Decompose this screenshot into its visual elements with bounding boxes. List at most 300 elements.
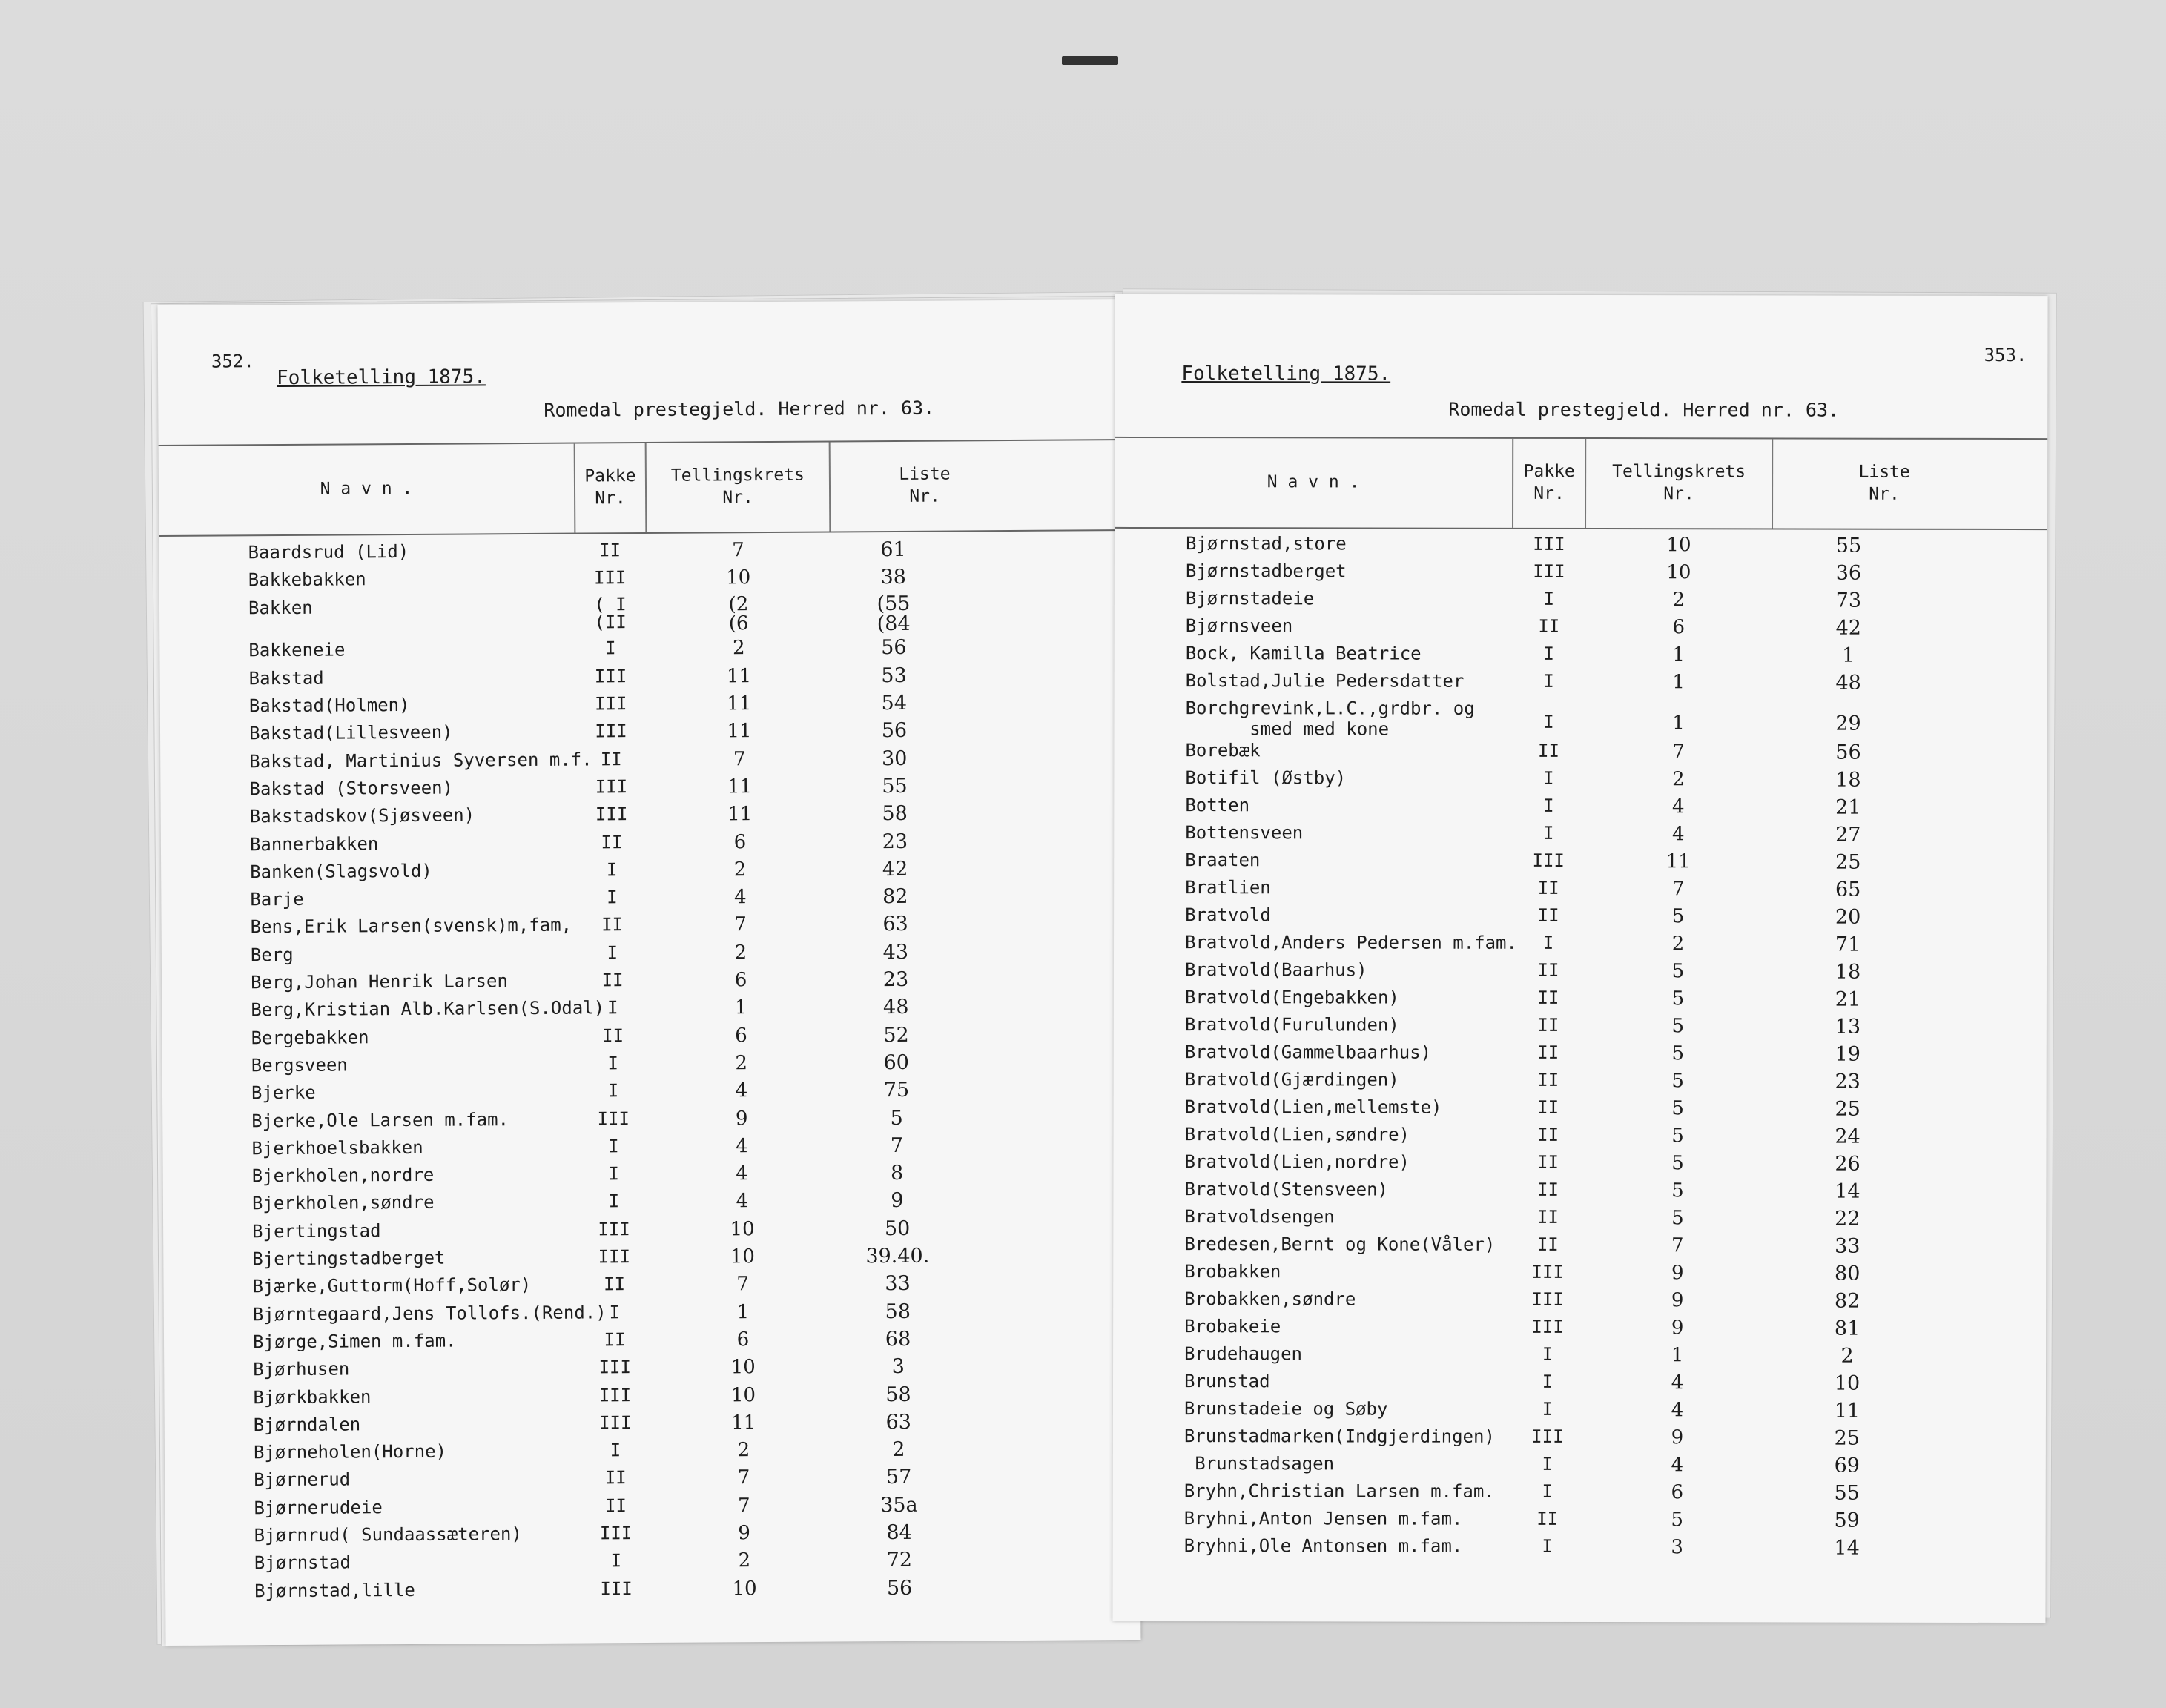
row-tellingskrets: 4: [736, 1190, 749, 1213]
row-liste: 84: [886, 1520, 912, 1545]
row-tellingskrets: 6: [735, 1024, 747, 1047]
row-liste: 33: [885, 1272, 911, 1296]
row-tellingskrets: 10: [730, 1245, 755, 1268]
row-liste: 58: [882, 802, 908, 826]
row-liste: 80: [1835, 1262, 1860, 1286]
row-pakke: I: [606, 859, 618, 881]
row-liste: 50: [884, 1217, 911, 1240]
table-row: [1113, 1480, 2046, 1509]
row-liste: 18: [1835, 768, 1861, 792]
row-liste: 63: [882, 913, 908, 936]
row-liste: 20: [1835, 905, 1861, 930]
row-navn: Bergsveen: [251, 1054, 348, 1076]
row-tellingskrets: 7: [733, 747, 746, 770]
row-tellingskrets: 4: [736, 1135, 748, 1158]
row-pakke: II: [1538, 615, 1560, 637]
row-pakke: II: [1537, 1125, 1559, 1146]
row-tellingskrets: 11: [1665, 850, 1691, 873]
row-liste: 63: [885, 1410, 911, 1434]
row-pakke: I: [608, 1191, 620, 1212]
row-tellingskrets: 7: [732, 539, 744, 562]
row-pakke: I: [610, 1550, 622, 1572]
row-navn: Bjørkbakken: [253, 1386, 372, 1408]
row-navn: Bakken: [248, 597, 313, 618]
row-liste: 65: [1835, 878, 1861, 902]
row-liste: 30: [881, 747, 908, 770]
row-pakke: II: [1538, 741, 1559, 762]
row-tellingskrets: 7: [1672, 741, 1685, 764]
row-tellingskrets: 3: [1671, 1536, 1683, 1559]
row-tellingskrets: 5: [1671, 905, 1685, 928]
header-tellingskrets: Tellingskrets Nr.: [670, 465, 805, 508]
table-row: [1114, 822, 2047, 851]
row-pakke: I: [1543, 670, 1554, 692]
header-liste: Liste Nr.: [899, 464, 951, 506]
row-navn: Baardsrud (Lid): [248, 540, 409, 563]
table-row: [1114, 877, 2047, 906]
table-row: [1113, 1535, 2046, 1564]
right-page: [1112, 294, 2047, 1623]
row-tellingskrets: 2: [732, 637, 745, 660]
row-liste: 56: [1835, 741, 1861, 765]
row-tellingskrets: 7: [736, 1273, 749, 1296]
row-liste: 56: [881, 636, 907, 660]
row-navn: Bjærke,Guttorm(Hoff,Solør): [252, 1274, 532, 1297]
row-tellingskrets: 10: [1666, 561, 1691, 584]
row-liste: 39.40.: [865, 1244, 930, 1268]
row-pakke: III: [1533, 560, 1565, 582]
row-pakke: I: [607, 1080, 619, 1102]
row-liste: 19: [1835, 1042, 1860, 1067]
row-navn: Bratlien: [1185, 877, 1271, 898]
row-navn: Bratvold(Engebakken): [1184, 987, 1399, 1008]
row-pakke: I: [608, 1136, 619, 1157]
row-navn: Berg: [250, 944, 294, 965]
row-navn: Borebæk: [1185, 740, 1261, 761]
row-tellingskrets: 4: [736, 1162, 749, 1185]
table-row: [1113, 1234, 2046, 1262]
page-number: 353.: [1984, 344, 2027, 366]
row-tellingskrets: 9: [1671, 1426, 1684, 1449]
row-navn: Bredesen,Bernt og Kone(Våler): [1184, 1234, 1496, 1256]
table-row: [1113, 1508, 2046, 1537]
row-liste: 56: [881, 719, 908, 743]
row-navn: Bjørnrud( Sundaassæteren): [254, 1523, 522, 1546]
row-pakke: III: [1531, 1289, 1564, 1311]
table-row: [1115, 698, 2047, 742]
row-tellingskrets: 4: [734, 886, 747, 909]
row-pakke: I: [1542, 1481, 1553, 1503]
row-pakke: III: [598, 1384, 632, 1406]
row-navn: Bock, Kamilla Beatrice: [1185, 643, 1422, 664]
row-pakke: I: [1542, 1399, 1553, 1420]
row-tellingskrets: 5: [1671, 960, 1685, 983]
row-pakke: III: [593, 567, 627, 589]
row-tellingskrets: 11: [731, 1411, 756, 1434]
row-liste: 25: [1834, 1426, 1860, 1451]
row-pakke: III: [598, 1246, 631, 1268]
row-navn: Bjørnerudeie: [254, 1496, 383, 1518]
row-pakke: II: [604, 1329, 626, 1351]
row-navn: Bryhni,Ole Antonsen m.fam.: [1183, 1535, 1463, 1558]
row-navn: Bratvoldsengen: [1184, 1206, 1335, 1228]
row-navn: Bratvold,Anders Pedersen m.fam.: [1185, 932, 1517, 954]
row-pakke: II: [1537, 1097, 1559, 1119]
row-tellingskrets: 7: [1671, 878, 1685, 901]
row-pakke: II: [1536, 1179, 1559, 1201]
row-pakke: I: [1542, 1344, 1553, 1366]
row-pakke: III: [1531, 1262, 1564, 1283]
row-pakke: I: [1543, 768, 1554, 790]
row-navn: Bakkebakken: [248, 569, 366, 591]
row-liste: 25: [1835, 850, 1861, 875]
table-row: [1113, 1316, 2046, 1345]
row-tellingskrets: 1: [1672, 643, 1685, 666]
row-liste: 43: [882, 940, 909, 964]
row-tellingskrets: 5: [1671, 1097, 1684, 1120]
row-navn: Bjørnerud: [254, 1469, 351, 1491]
row-navn: Berg,Johan Henrik Larsen: [250, 970, 508, 993]
table-row: [1113, 1343, 2046, 1372]
row-pakke: III: [1531, 1317, 1564, 1338]
row-navn: Bjørneholen(Horne): [253, 1440, 447, 1463]
row-tellingskrets: 4: [1671, 1399, 1684, 1422]
row-navn: Banken(Slagsvold): [250, 860, 432, 883]
header-tellingskrets: Tellingskrets Nr.: [1612, 462, 1746, 504]
row-navn: Bakstad (Storsveen): [249, 777, 454, 800]
row-liste: 13: [1835, 1015, 1861, 1039]
row-navn: Bjerkholen,nordre: [251, 1164, 435, 1187]
row-tellingskrets: 5: [1671, 1015, 1685, 1038]
row-liste: 55: [1835, 534, 1862, 557]
page-subtitle: Romedal prestegjeld. Herred nr. 63.: [544, 397, 935, 421]
row-liste: (55 (84: [876, 592, 911, 635]
row-navn: Bjerkhoelsbakken: [251, 1136, 423, 1159]
header-liste: Liste Nr.: [1858, 462, 1910, 504]
row-pakke: II: [1537, 1152, 1559, 1174]
table-row: [1113, 1261, 2046, 1290]
row-navn: Bakstadskov(Sjøsveen): [249, 804, 475, 827]
row-pakke: III: [595, 804, 628, 825]
row-pakke: I: [1543, 823, 1554, 844]
table-row: [1114, 740, 2047, 769]
row-liste: 23: [882, 830, 908, 853]
row-pakke: I: [607, 941, 618, 964]
row-liste: 53: [881, 663, 907, 687]
row-tellingskrets: 6: [733, 830, 747, 853]
row-navn: Borchgrevink,L.C.,grdbr. og smed med kone: [1185, 698, 1475, 740]
row-liste: 18: [1835, 960, 1861, 984]
row-tellingskrets: 7: [1671, 1234, 1684, 1257]
row-tellingskrets: 1: [1672, 712, 1685, 735]
row-navn: Bratvold(Lien,søndre): [1184, 1124, 1410, 1145]
row-tellingskrets: 10: [730, 1383, 756, 1406]
row-pakke: III: [1532, 850, 1565, 872]
row-tellingskrets: 2: [733, 858, 747, 881]
row-pakke: I: [607, 997, 618, 1019]
row-tellingskrets: 11: [727, 775, 753, 798]
row-liste: 21: [1835, 795, 1861, 820]
row-tellingskrets: 4: [1671, 823, 1685, 846]
row-liste: 81: [1834, 1317, 1860, 1341]
row-navn: Bakstad, Martinius Syversen m.f.: [249, 749, 592, 772]
row-liste: 48: [1835, 671, 1861, 695]
row-navn: Bjerke: [251, 1082, 316, 1104]
table-row: [1114, 767, 2047, 796]
row-tellingskrets: 1: [1671, 1344, 1684, 1367]
header-navn: N a v n .: [1267, 472, 1360, 492]
row-liste: 14: [1834, 1536, 1860, 1560]
table-row: [1113, 1151, 2046, 1180]
row-tellingskrets: 7: [734, 913, 747, 936]
row-pakke: III: [595, 721, 627, 742]
page-subtitle: Romedal prestegjeld. Herred nr. 63.: [1448, 398, 1840, 421]
row-navn: Bratvold(Furulunden): [1184, 1014, 1399, 1036]
row-navn: Bjørndalen: [253, 1414, 361, 1436]
row-tellingskrets: 2: [1671, 933, 1685, 956]
row-tellingskrets: 5: [1671, 1125, 1684, 1148]
row-pakke: I: [1542, 933, 1554, 954]
row-navn: Bakstad: [248, 667, 324, 689]
row-pakke: III: [595, 776, 628, 798]
row-tellingskrets: (2 (6: [728, 592, 749, 635]
row-navn: Botten: [1185, 795, 1250, 816]
row-navn: Botifil (Østby): [1185, 767, 1347, 789]
row-pakke: III: [600, 1578, 633, 1600]
row-pakke: I: [1543, 588, 1555, 609]
page-title: Folketelling 1875.: [1181, 363, 1391, 385]
row-navn: Bottensveen: [1185, 822, 1304, 844]
row-pakke: II: [604, 1494, 627, 1517]
row-navn: Bakstad(Lillesveen): [248, 721, 453, 744]
row-pakke: I: [1543, 712, 1554, 733]
row-tellingskrets: 10: [730, 1217, 755, 1241]
row-pakke: I: [610, 1440, 621, 1461]
row-liste: 58: [885, 1383, 911, 1406]
row-navn: Bratvold(Gammelbaarhus): [1184, 1042, 1432, 1063]
table-row: [1115, 588, 2047, 617]
row-navn: Bolstad,Julie Pedersdatter: [1185, 670, 1465, 692]
row-tellingskrets: 5: [1671, 1070, 1685, 1093]
row-tellingskrets: 5: [1671, 987, 1685, 1010]
table-row: [1115, 643, 2047, 672]
row-navn: Brobakken: [1184, 1261, 1281, 1282]
table-row: [1114, 959, 2047, 988]
row-navn: Bens,Erik Larsen(svensk)m,fam,: [250, 915, 572, 938]
table-row: [1114, 1124, 2047, 1153]
row-liste: 48: [883, 996, 909, 1019]
row-liste: 24: [1835, 1125, 1860, 1149]
row-pakke: I: [609, 1301, 621, 1323]
row-navn: Brunstadsagen: [1183, 1453, 1335, 1474]
row-navn: Bratvold(Gjærdingen): [1184, 1069, 1399, 1090]
row-liste: 2: [892, 1438, 905, 1462]
row-liste: 73: [1835, 589, 1862, 612]
row-pakke: II: [600, 748, 622, 770]
row-navn: Bakstad(Holmen): [248, 694, 410, 717]
row-navn: Bjørnstad,store: [1185, 533, 1347, 555]
row-navn: Bergebakken: [251, 1026, 369, 1048]
row-navn: Brunstadeie og Søby: [1183, 1398, 1388, 1420]
row-liste: 22: [1835, 1207, 1860, 1231]
header-navn: N a v n .: [320, 478, 413, 499]
row-pakke: II: [1536, 1509, 1559, 1530]
row-pakke: I: [1542, 1371, 1553, 1393]
row-tellingskrets: 2: [1672, 768, 1685, 791]
row-liste: 8: [890, 1162, 904, 1185]
table-row: [1115, 533, 2047, 562]
row-liste: 58: [885, 1300, 911, 1323]
row-liste: 61: [880, 537, 906, 562]
table-row: [1114, 1014, 2047, 1043]
row-liste: 71: [1835, 933, 1861, 957]
row-navn: Bakkeneie: [248, 639, 346, 661]
row-pakke: I: [1542, 1536, 1553, 1558]
row-tellingskrets: 11: [727, 803, 753, 826]
row-tellingskrets: 7: [737, 1466, 750, 1489]
row-navn: Bjørnstadeie: [1185, 588, 1315, 609]
row-tellingskrets: 10: [726, 566, 751, 589]
row-pakke: II: [1537, 960, 1559, 982]
row-liste: 27: [1835, 823, 1861, 847]
row-tellingskrets: 2: [737, 1439, 750, 1462]
row-liste: 29: [1835, 712, 1861, 736]
row-pakke: I: [1542, 1454, 1553, 1475]
row-navn: Brobakeie: [1184, 1316, 1281, 1337]
row-liste: 35a: [880, 1493, 918, 1517]
row-liste: 33: [1835, 1234, 1860, 1259]
table-row: [1115, 670, 2047, 699]
row-pakke: II: [604, 1274, 626, 1295]
row-tellingskrets: 5: [1671, 1042, 1685, 1065]
row-pakke: II: [601, 1025, 624, 1046]
table-row: [165, 1575, 1140, 1609]
table-row: [159, 592, 1135, 641]
row-liste: 10: [1834, 1371, 1860, 1396]
row-navn: Bratvold(Stensveen): [1184, 1179, 1389, 1200]
table-row: [1114, 1069, 2047, 1098]
row-liste: 56: [886, 1576, 913, 1600]
row-tellingskrets: 11: [727, 720, 752, 743]
row-tellingskrets: 2: [735, 1052, 748, 1075]
row-liste: 14: [1835, 1179, 1860, 1204]
row-pakke: II: [601, 970, 624, 991]
row-liste: 23: [882, 967, 909, 992]
row-tellingskrets: 9: [1671, 1262, 1684, 1285]
table-row: [1114, 904, 2047, 933]
row-navn: Bjørnstad: [254, 1552, 351, 1574]
row-tellingskrets: 11: [727, 692, 752, 715]
row-pakke: III: [1531, 1426, 1564, 1448]
row-liste: 69: [1834, 1454, 1860, 1478]
row-liste: 52: [883, 1023, 909, 1047]
row-pakke: III: [598, 1218, 630, 1240]
row-pakke: ( I (II: [594, 593, 627, 633]
table-row: [1113, 1426, 2046, 1454]
row-pakke: II: [1536, 1234, 1559, 1256]
row-navn: Bjørnsveen: [1185, 615, 1293, 637]
row-navn: Brudehaugen: [1184, 1343, 1303, 1365]
row-pakke: II: [1536, 1207, 1559, 1228]
row-pakke: II: [604, 1467, 627, 1489]
row-liste: 38: [880, 566, 907, 589]
row-liste: 5: [890, 1106, 903, 1130]
page-number: 352.: [211, 351, 254, 372]
row-pakke: I: [608, 1163, 619, 1185]
row-pakke: I: [1543, 643, 1554, 664]
row-pakke: II: [1537, 878, 1559, 899]
row-tellingskrets: 5: [1671, 1509, 1683, 1532]
row-tellingskrets: 5: [1671, 1152, 1684, 1175]
row-tellingskrets: 6: [1671, 1481, 1684, 1504]
row-navn: Bjørnstad,lille: [254, 1579, 415, 1601]
row-navn: Braaten: [1185, 850, 1261, 871]
row-liste: 57: [885, 1466, 912, 1489]
row-liste: 25: [1835, 1097, 1860, 1122]
row-pakke: I: [1543, 795, 1554, 817]
table-row: [1113, 1288, 2046, 1317]
row-navn: Brobakken,søndre: [1184, 1288, 1356, 1310]
row-liste: 55: [882, 774, 908, 798]
row-liste: 55: [1834, 1481, 1860, 1506]
row-liste: 2: [1840, 1344, 1854, 1368]
row-tellingskrets: 9: [1671, 1317, 1684, 1340]
table-row: [1114, 987, 2047, 1016]
header-pakke: Pakke Nr.: [1523, 461, 1575, 503]
row-navn: Bjerkholen,søndre: [251, 1192, 435, 1214]
row-tellingskrets: 2: [738, 1549, 751, 1572]
row-liste: 82: [882, 884, 908, 909]
row-liste: 42: [1835, 616, 1861, 640]
row-navn: Bratvold: [1185, 904, 1271, 926]
row-tellingskrets: 9: [1671, 1289, 1684, 1312]
row-liste: 21: [1835, 987, 1861, 1012]
row-navn: Bratvold(Baarhus): [1184, 959, 1367, 981]
row-navn: Barje: [250, 888, 304, 910]
row-navn: Bratvold(Lien,nordre): [1184, 1151, 1410, 1173]
row-navn: Bryhni,Anton Jensen m.fam.: [1183, 1508, 1463, 1530]
row-tellingskrets: 6: [736, 1328, 750, 1351]
row-pakke: I: [607, 887, 618, 908]
row-tellingskrets: 11: [726, 664, 752, 688]
row-pakke: III: [1533, 533, 1565, 555]
binding-slip: [1062, 56, 1118, 65]
row-liste: 82: [1834, 1289, 1860, 1314]
table-header: [159, 439, 1135, 537]
row-navn: Bjerke,Ole Larsen m.fam.: [251, 1108, 509, 1131]
table-row: [1114, 850, 2047, 878]
table-row: [1114, 932, 2047, 961]
row-liste: 72: [886, 1549, 913, 1572]
row-pakke: III: [597, 1108, 630, 1129]
row-tellingskrets: 6: [734, 969, 747, 992]
table-row: [1113, 1179, 2046, 1208]
row-tellingskrets: 9: [735, 1107, 748, 1130]
row-pakke: II: [601, 831, 623, 853]
row-pakke: III: [594, 665, 627, 687]
row-tellingskrets: 4: [1672, 795, 1685, 818]
left-page: [157, 299, 1140, 1646]
row-navn: Bjertingstad: [252, 1219, 381, 1242]
row-pakke: III: [595, 693, 627, 715]
row-tellingskrets: 6: [1672, 616, 1685, 639]
row-pakke: II: [1537, 1042, 1559, 1064]
table-row: [1113, 1398, 2046, 1427]
table-header: [1115, 437, 2047, 530]
row-liste: 9: [891, 1189, 904, 1213]
row-pakke: II: [598, 540, 621, 561]
row-liste: 68: [885, 1327, 911, 1351]
